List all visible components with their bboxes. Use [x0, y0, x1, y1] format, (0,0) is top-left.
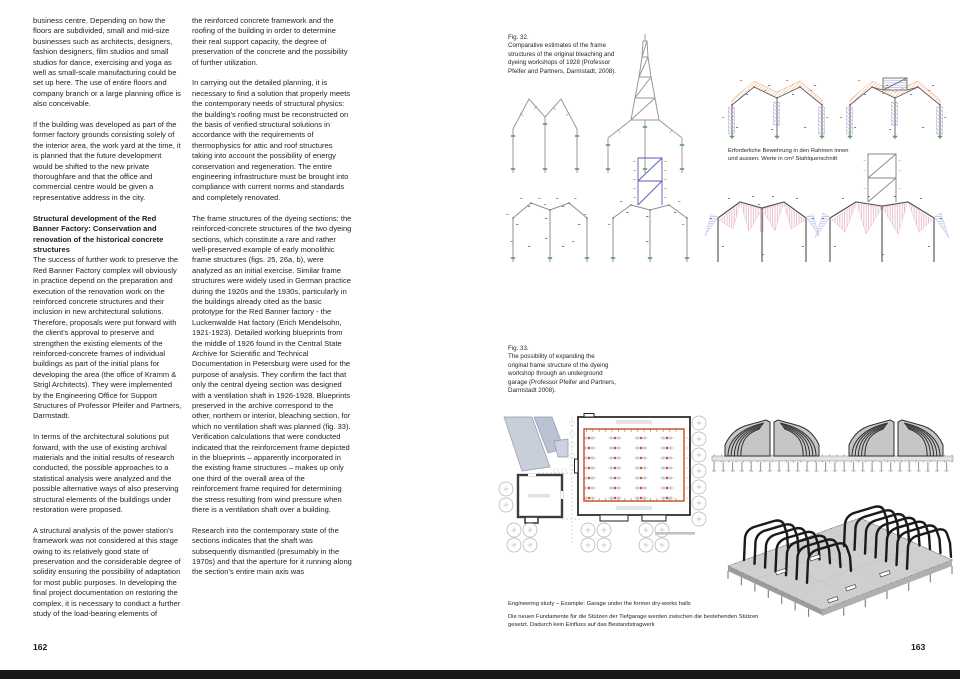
- text-column-2: [192, 16, 352, 588]
- fig33-caption-text: The possibility of expanding the original frame structure of the dyeing workshop through an underground garage (Professor Pfeifer and Partners, Darmstadt 2008).: [508, 353, 616, 395]
- garage-elevation-diagram: [710, 414, 955, 476]
- analysis-frame-diagram: [498, 146, 953, 268]
- section-heading: Structural development of the Red Banner Factory: Conservation and renovation of the historical concrete structures: [33, 213, 164, 254]
- fig32-caption-text: Comparative estimates of the frame structures of the original bleaching and dyeing workshops of 1928 (Professor Pfeifer and Partners, Darmstadt, 2008).: [508, 42, 616, 75]
- page-number-right: 163: [911, 642, 926, 652]
- fig32-analysis-frame-diagrams: [498, 146, 953, 268]
- bottom-scan-bar: [0, 670, 960, 679]
- engineering-study-note: Die neuen Fundamente für die Stützen der Tiefgarage werden zwischen die bestehenden Stützen gesetzt. Dadurch kein Einfluss auf das Bestandstragwerk: [508, 614, 759, 628]
- body-paragraph: Research into the contemporary state of the sections indicates that the shaft was subsequently dismantled (presumably in the 1970s) and that the aperture for it running along the section's entire main axis was: [192, 525, 352, 577]
- body-paragraph: The frame structures of the dyeing sections: the reinforced-concrete structures of the two dyeing sections, which constitute a rare and rather well-preserved example of early monolithic frame structures (figs. 25, 26a, b), were analyzed as an initial exercise. Similar frame structures were widely used in German practice during the 1920s and the 1930s, particularly in the buildings already cited as the basic prototype for the Red Banner factory - the Luckenwalde Hat factory (Erich Mendelsohn, 1921-1923). Detailed working blueprints from the middle of 1926 found in the Central State Archive for Scientific and Technical Documentation in Petersburg were used for the purpose of analysis. They confirm the fact that only the central dyeing section was designed with a ventilation shaft in 1926-1928. Blueprints preserved in the archive correspond to the other, northern or interior, bleaching section, for which no ventilation shaft was planned (fig. 33). Verification calculations that were conducted indicated that the reinforcement frame depicted in the blueprints – apparently incorporated in the existing frame structures – makes up only one third of the overall area of the reinforcement frame required for determining the stress resulting from wind pressure when there is a ventilation shaft over a building.: [192, 213, 352, 515]
- plan-micro-label: [655, 532, 695, 535]
- fig33-label: Fig. 33.: [508, 345, 529, 352]
- body-paragraph: business centre. Depending on how the floors are subdivided, small and mid-size businesses such as architects, designers, fashion designers, film studios and small studios for dance, exercising and yoga as well as small-scale manufacturing could be set up here. The use of entire floors and company branch or a large planning office is also conceivable.: [33, 16, 181, 109]
- body-paragraph: In terms of the architectural solutions put forward, with the use of existing archival materials and the initial results of research conducted, the possible approaches to a statistical analysis were analyzed and the possible alternative ways of also preserving structural elements of the buildings under restoration were proposed.: [33, 432, 179, 515]
- text-column-1: [33, 16, 182, 630]
- body-paragraph: A structural analysis of the power station's framework was not considered at this stage owing to its relatively good state of preservation and the considerable degree of solidity ensuring the possibility of adaptation for most public purposes. In developing the final project documentation on restoring the complex, it is necessary to conduct a further study of the load-bearing elements of: [33, 525, 181, 619]
- fig32-label: Fig. 32.: [508, 34, 529, 41]
- body-paragraph: The success of further work to preserve the Red Banner Factory complex will obviously in practice depend on the preparation and execution of the renovation work on the reinforced concrete structures and their inclusion in new architectural solutions. Therefore, proposals were put forward with the client's approval to preserve and strengthen the existing elements of the reinforced-concrete frames of individual buildings as part of the initial plans for developing the area (the office of Kramm & Strigl Architects). They were implemented by the Engineering Office for Support Structures of Professor Pfeifer and Partners, Darmstadt.: [33, 255, 182, 421]
- engineering-study-title: Engineering study – Example: Garage under the former dry-works halls: [508, 601, 691, 607]
- body-paragraph: the reinforced concrete framework and the roofing of the building in order to determine their real support capacity, the degree of preservation of the concrete and the possibility of further utilization.: [192, 16, 348, 67]
- body-paragraph: If the building was developed as part of the former factory grounds consisting solely of the interior area, the work yard at the time, it is planned that the future development would be shifted to the new private thoroughfare and that the office and commercial centre would be given a representative address in the city.: [33, 120, 181, 202]
- page-number-left: 162: [33, 642, 48, 652]
- site-plan-drawing: [498, 413, 708, 598]
- fig33-caption: [508, 345, 616, 395]
- bewehrung-note: Erforderliche Bewehrung in den Rahmen innen und aussen. Werte in cm² Stahlquerschnitt: [728, 148, 849, 162]
- elevation-drawing: [710, 414, 955, 476]
- body-paragraph: In carrying out the detailed planning, it is necessary to find a solution that properly meets the contemporary needs of structural physics: the building's roofing must be reconstructed on the basis of verified structural solutions in accordance with the requirements of thermophysics for attic and roof structures taking into account the possibility of energy conservation and regeneration. The entire engineering infrastructure must be brought into compliance with current norms and standards and completely renovated.: [192, 78, 351, 202]
- fig33-site-plan: [498, 413, 708, 598]
- fig32-moment-envelope-diagrams: [716, 77, 956, 143]
- moment-envelope-diagram: [716, 77, 956, 143]
